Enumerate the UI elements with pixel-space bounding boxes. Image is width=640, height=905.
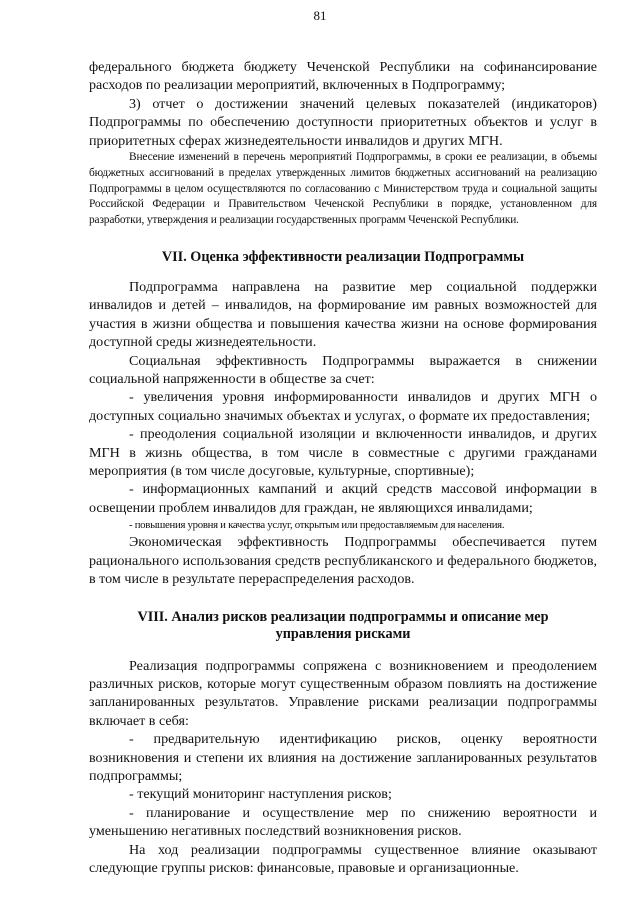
section-vii-heading: VII. Оценка эффективности реализации Подпрограммы [161,249,525,266]
intro-paragraph-1: федерального бюджета бюджету Чеченской Республики на софинансирование расходов по реализации мероприятий, включенных в Подпрограмму; [89,59,597,94]
section-viii-paragraph-2: На ход реализации подпрограммы существенное влияние оказывают следующие группы рисков: финансовые, правовые и организационные. [89,841,597,876]
intro-paragraph-2: 3) отчет о достижении значений целевых показателей (индикаторов) Подпрограммы по обеспечению доступности приоритетных объектов и услуг в приоритетных сферах жизнедеятельности инвалидов и других МГН. [89,95,597,149]
section-vii-bullet-4: - повышения уровня и качества услуг, открытым или предоставляемым для населения. [129,519,505,532]
section-viii-paragraph-1: Реализация подпрограммы сопряжена с возникновением и преодолением различных рисков, которые могут существенным образом повлиять на достижение запланированных результатов. Управление рисками реализации подпрограммы включает в себя: [89,657,597,729]
section-viii-bullet-3: - планирование и осуществление мер по снижению вероятности и уменьшению негативных последствий возникновения рисков. [89,804,597,840]
document-body [89,58,597,877]
section-viii-bullet-1: - предварительную идентификацию рисков, оценку вероятности возникновения и степени их влияния на достижение запланированных результатов подпрограммы; [89,731,597,784]
page-number: 81 [313,8,327,23]
section-viii-heading [89,609,597,643]
section-vii-bullet-2: - преодоления социальной изоляции и включенности инвалидов, и других МГН в жизнь общества, в том числе в совместные с другими гражданами мероприятия (в том числе досуговые, культурные, спортивные); [89,426,597,480]
section-vii-paragraph-1: Подпрограмма направлена на развитие мер социальной поддержки инвалидов и детей – инвалидов, на формирование им равных возможностей для участия в жизни общества и повышения качества жизни на основе формирования доступной среды жизнедеятельности. [89,279,597,351]
section-vii-paragraph-3: Экономическая эффективность Подпрограммы обеспечивается путем рационального использования средств республиканского и федерального бюджетов, в том числе в результате перераспределения расходов. [89,534,597,588]
section-viii-bullet-2: - текущий мониторинг наступления рисков; [129,786,392,803]
section-viii-heading-line-2: управления рисками [275,625,411,642]
section-vii-bullet-3: - информационных кампаний и акций средств массовой информации в освещении проблем инвалидов для граждан, не являющихся инвалидами; [89,481,597,516]
section-vii-bullet-1: - увеличения уровня информированности инвалидов и других МГН о доступных социально значимых объектах и услугах, о формате их предоставления; [89,389,597,424]
intro-paragraph-3: Внесение изменений в перечень мероприятий Подпрограммы, в сроки ее реализации, в объемы бюджетных ассигнований в пределах утвержденных лимитов бюджетных ассигнований на реализацию Подпрограммы в целом осуществляются по согласованию с Министерством труда и социальной защиты Российской Федерации и Правительством Чеченской Республики в порядке, установленном для разработки, утверждения и реализации государственных программ Чеченской Республики. [89,151,597,227]
section-viii-heading-line-1: VIII. Анализ рисков реализации подпрограммы и описание мер [137,608,549,625]
section-vii-paragraph-2: Социальная эффективность Подпрограммы выражается в снижении социальной напряженности в обществе за счет: [89,352,597,388]
